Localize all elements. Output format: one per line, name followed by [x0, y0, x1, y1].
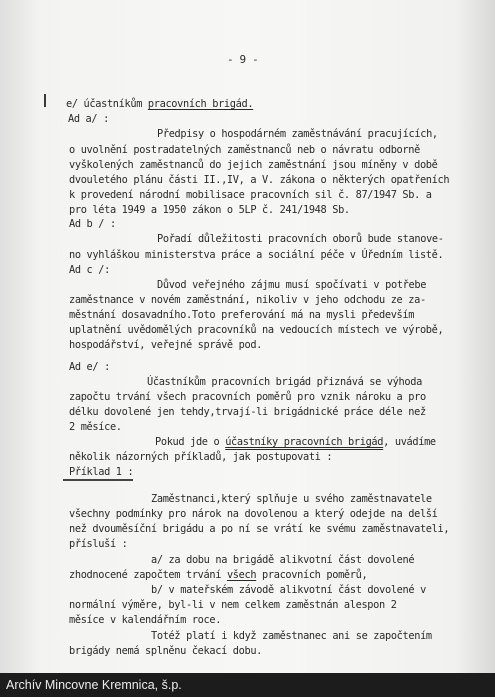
item-a-line-1: a/ za dobu na brigádě alikvotní část dovolené [151, 554, 415, 566]
ad-a-line-6: pro léta 1949 a 1950 zákon o 5LP č. 241/1948 Sb. [69, 204, 350, 216]
item-b-line-2: normální výměre, byl-li v nem celkem zaměstnán alespon 2 [69, 599, 397, 611]
ad-a-line-2: o uvolnění postradatelných zaměstnanců neb o návratu odborně [69, 144, 420, 156]
ad-a-line-1: Předpisy o hospodárném zaměstnávání pracujících, [157, 128, 438, 140]
ad-b-heading: Ad b / : [69, 218, 116, 230]
ad-c-line-5: hospodářství, veřejné správě pod. [69, 339, 263, 351]
item-a-prefix: zhodnocené započtem trvání [69, 569, 227, 581]
ad-e-heading: Ad e/ : [69, 361, 110, 373]
ad-c-line-4: uplatnění uvědomělých pracovníků na vedoucích místech ve výrobě, [69, 324, 444, 336]
ad-e-line-2: započtu trvání všech pracovních poměrů pro vznik nároku a pro [69, 391, 426, 403]
ad-a-line-4: dvouletého plánu části II.,IV, a V. zákona o některých opatřeních [69, 174, 450, 186]
ad-c-line-1: Důvod veřejného zájmu musí spočívati v potřebe [157, 279, 427, 291]
example-heading-underline [63, 479, 133, 481]
ad-c-line-2: zaměstnance v novém zaměstnání, nikoliv v jeho odchodu ze za- [69, 294, 426, 306]
archive-watermark: Archív Mincovne Kremnica, š.p. [0, 673, 495, 697]
section-e-heading-term: pracovních brigád. [147, 98, 254, 110]
ad-b-line-2: no vyhláškou ministerstva práce a sociální péče v Úředním listě. [69, 249, 444, 261]
example-line-3: než dvouměsíční brigádu a po ní se vrátí ke svému zaměstnavateli, [69, 523, 450, 535]
section-e-heading-prefix: e/ účastníkům [66, 98, 148, 110]
section-e-heading [66, 99, 253, 109]
item-a-line-2 [69, 570, 367, 580]
brigade-paragraph-suffix: , uvádíme [383, 436, 436, 448]
ad-e-line-1: Účastníkům pracovních brigád přiznává se výhoda [147, 376, 422, 388]
item-a-term: všech [226, 569, 257, 581]
ad-a-line-3: vyškolených zaměstnanců do jejich zaměstnání jsou míněny v době [69, 159, 438, 171]
example-line-1: Zaměstnanci,který splňuje u svého zaměstnavatele [151, 493, 432, 505]
brigade-paragraph-line-1 [155, 437, 436, 447]
brigade-paragraph-term: účastníky pracovních brigád [225, 436, 384, 448]
brigade-paragraph-line-2: několik názorných příkladů, jak postupovati : [69, 451, 333, 463]
page-number: - 9 - [227, 53, 259, 66]
final-line-2: brigády nemá splněnu čekací dobu. [69, 645, 263, 657]
brigade-paragraph-prefix: Pokud jde o [155, 436, 226, 448]
example-heading: Příklad 1 : [69, 466, 134, 478]
ad-e-line-3: délku dovolené jen tehdy,trvají-li brigádnické práce déle než [69, 406, 426, 418]
ad-e-line-4: 2 měsíce. [69, 421, 122, 433]
item-b-line-3: měsíce v kalendářním roce. [69, 614, 222, 626]
ad-b-line-1: Pořadí důležitosti pracovních oborů bude stanove- [157, 233, 444, 245]
ad-c-heading: Ad c /: [69, 264, 110, 276]
ad-c-line-3: městnání dosavadního.Toto preferování má na mysli především [69, 309, 415, 321]
ad-a-line-5: k provedení národní mobilisace pracovních sil č. 87/1947 Sb. a [69, 189, 432, 201]
example-line-2: všechny podmínky pro nárok na dovolenou a který odejde na delší [69, 508, 438, 520]
item-a-suffix: pracovních poměrů, [256, 569, 368, 581]
item-b-line-1: b/ v mateřském závodě alikvotní část dovolené v [151, 584, 426, 596]
final-line-1: Totéž platí i když zaměstnanec ani se započtením [151, 630, 432, 642]
example-line-4: přísluší : [69, 538, 128, 550]
ad-a-heading: Ad a/ : [68, 113, 109, 125]
margin-mark [44, 94, 46, 107]
